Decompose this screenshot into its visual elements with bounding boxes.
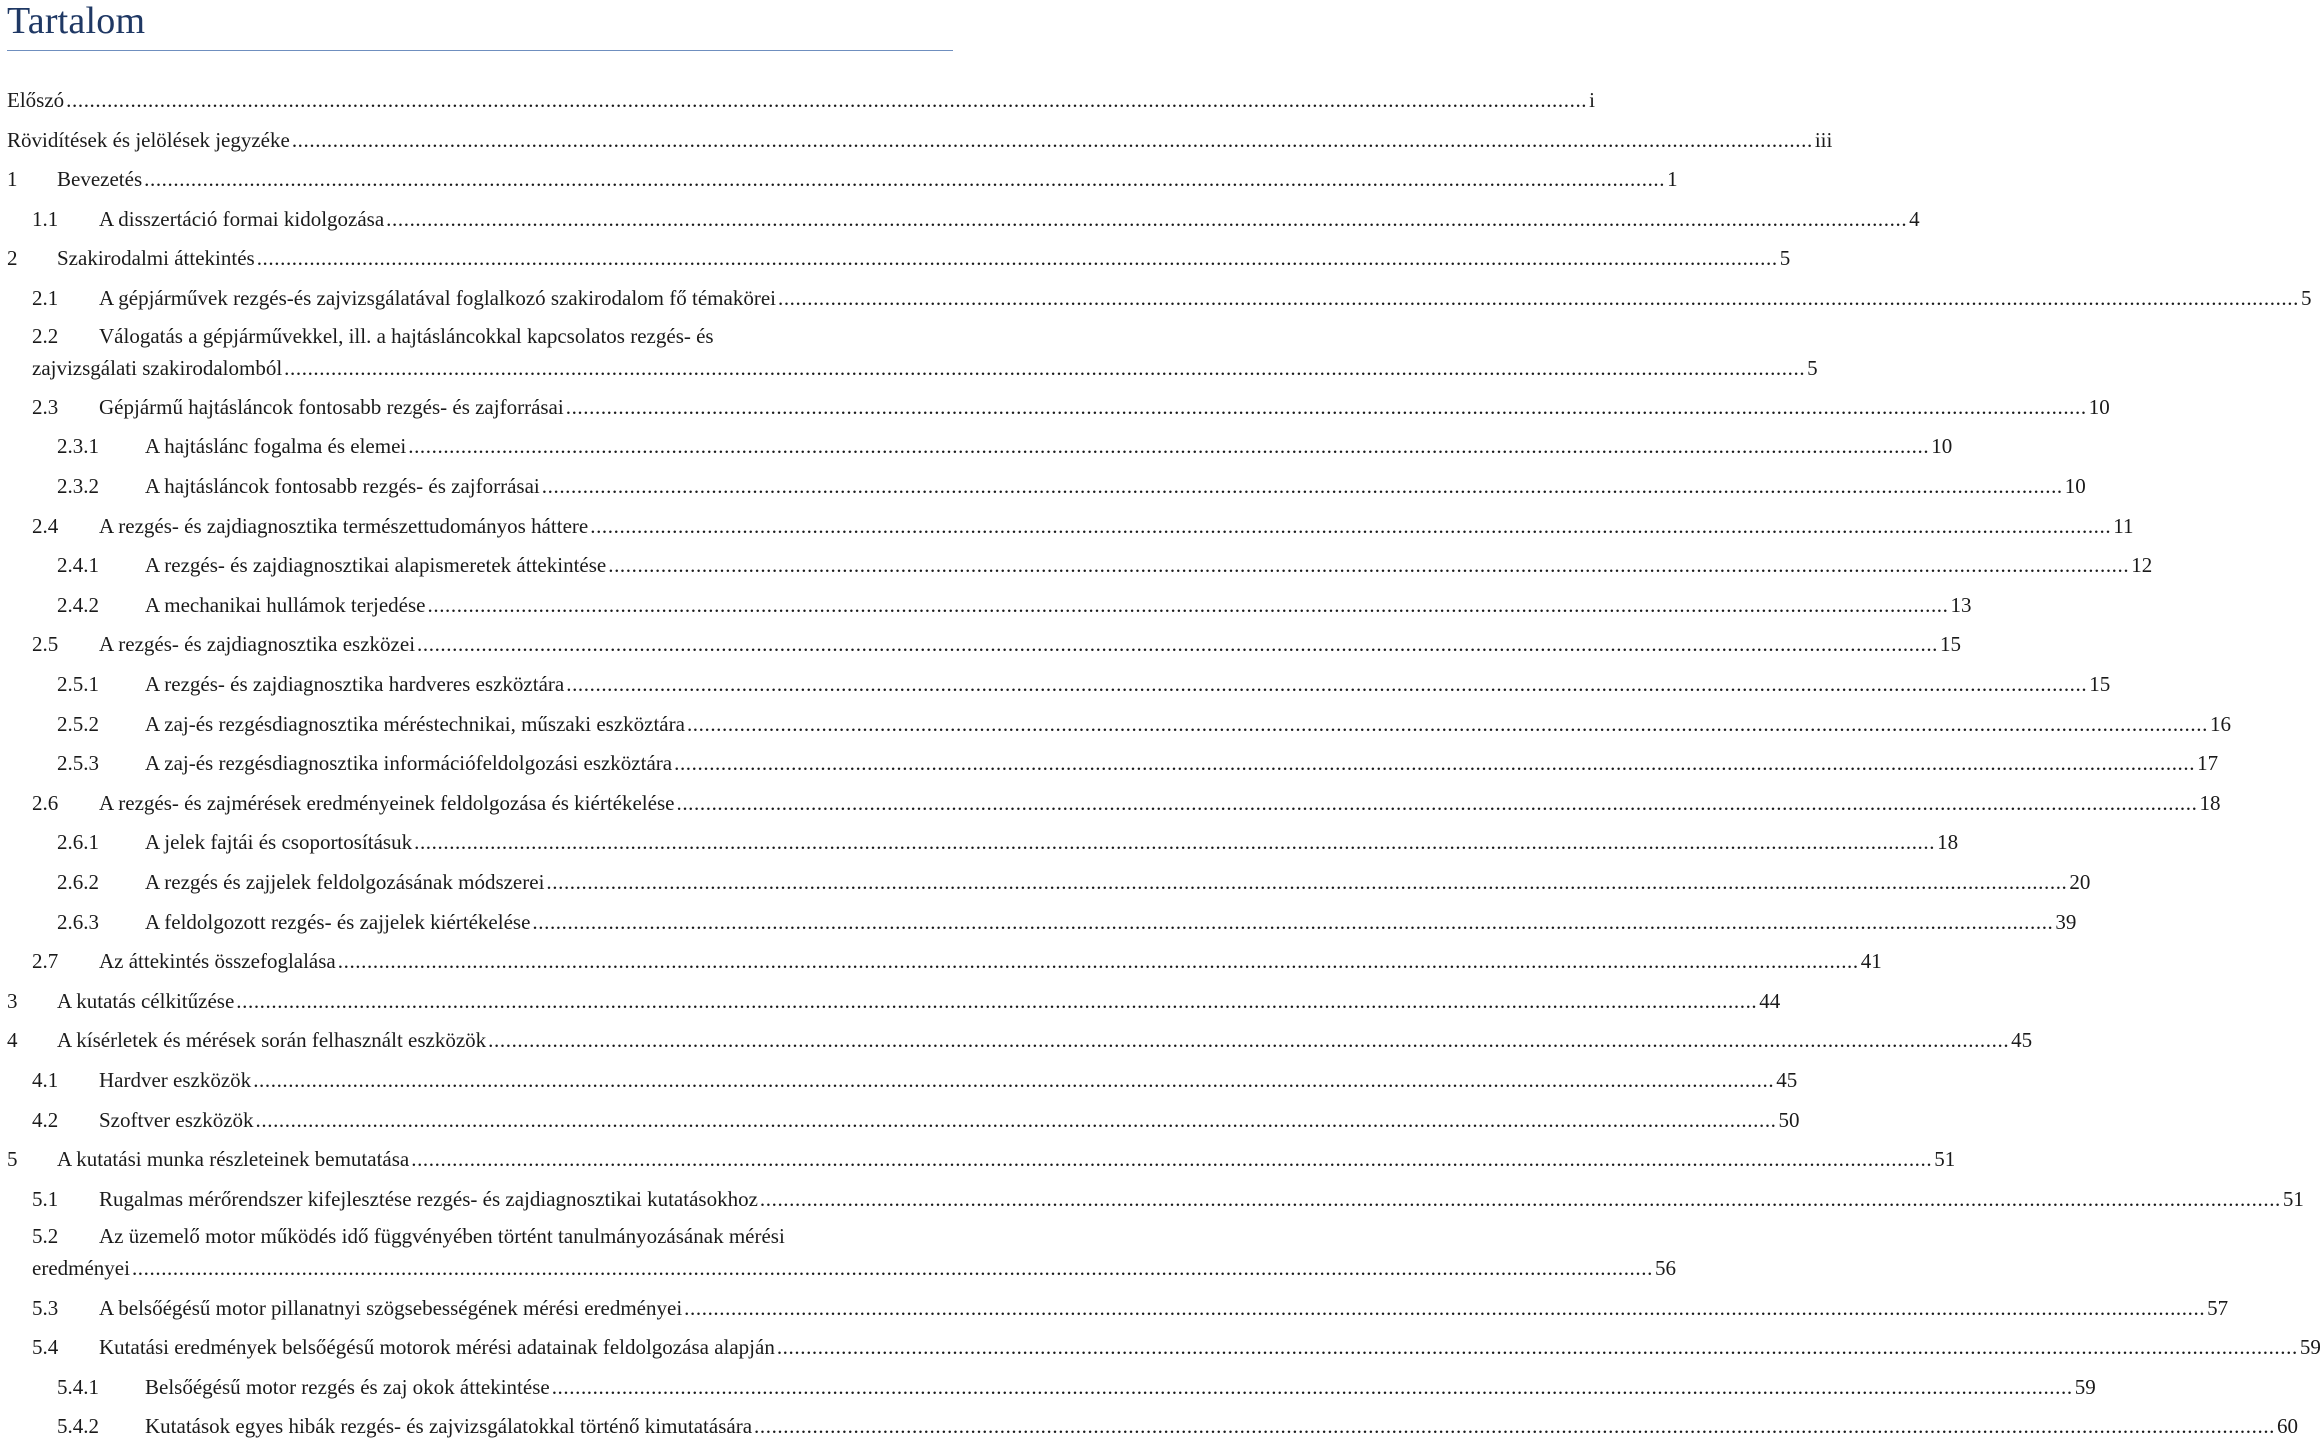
toc-entry[interactable]	[0, 390, 2110, 424]
toc-entry-number: 4.2	[32, 1107, 59, 1132]
toc-entry[interactable]	[0, 1103, 1800, 1137]
toc-entry-title[interactable]: Rövidítések és jelölések jegyzéke	[7, 127, 290, 152]
toc-page-number[interactable]: 41	[1860, 949, 1882, 974]
toc-entry[interactable]	[0, 1409, 2299, 1443]
toc-page-number[interactable]: 59	[2074, 1374, 2096, 1399]
toc-entry-number: 4.1	[32, 1068, 59, 1092]
toc-page-number[interactable]: 44	[1759, 988, 1781, 1013]
toc-entry-number: 2.4	[32, 513, 59, 538]
toc-entry[interactable]	[0, 707, 2231, 741]
dot-leader: ....................................................................................................................................................................................................................................................................	[532, 909, 2054, 934]
toc-page-number[interactable]: 5	[1807, 355, 1818, 380]
toc-entry[interactable]	[0, 1291, 2229, 1325]
dot-leader: ....................................................................................................................................................................................................................................................................	[488, 1028, 2010, 1053]
dot-leader: ....................................................................................................................................................................................................................................................................	[408, 434, 1930, 459]
dot-leader: ....................................................................................................................................................................................................................................................................	[386, 206, 1908, 231]
dot-leader: ....................................................................................................................................................................................................................................................................	[566, 672, 2088, 696]
toc-page-number[interactable]: 18	[2199, 790, 2221, 815]
dot-leader: ....................................................................................................................................................................................................................................................................	[686, 711, 2208, 736]
toc-entry-title[interactable]: Bevezetés	[57, 167, 143, 192]
toc-entry-number: 2.4.1	[57, 553, 99, 578]
dot-leader: ....................................................................................................................................................................................................................................................................	[66, 88, 1588, 112]
toc-entry[interactable]	[0, 905, 2077, 939]
toc-entry[interactable]	[0, 162, 1678, 196]
toc-entry-title[interactable]: Az üzemelő motor működés idő függvényében történt tanulmányozásának mérési	[99, 1224, 785, 1249]
toc-entry-title[interactable]: A jelek fajtái és csoportosításuk	[145, 830, 413, 855]
toc-entry-title[interactable]: A gépjárművek rezgés-és zajvizsgálatával foglalkozó szakirodalom fő témakörei	[99, 286, 776, 310]
dot-leader: ....................................................................................................................................................................................................................................................................	[236, 988, 1758, 1013]
toc-entry-number: 2.1	[32, 286, 59, 310]
toc-entry[interactable]	[0, 281, 2312, 315]
toc-entry-title[interactable]: Szakirodalmi áttekintés	[57, 246, 255, 271]
toc-entry[interactable]	[0, 1023, 2033, 1057]
toc-page-number[interactable]: 10	[1931, 434, 1953, 459]
toc-entry-title[interactable]: Belsőégésű motor rezgés és zaj okok áttekintése	[145, 1374, 550, 1399]
toc-entry-title[interactable]: A zaj-és rezgésdiagnosztika méréstechnikai, műszaki eszköztára	[145, 711, 685, 736]
toc-entry-number: 2.3	[32, 394, 59, 419]
dot-leader: ....................................................................................................................................................................................................................................................................	[337, 949, 1859, 974]
dot-leader: ....................................................................................................................................................................................................................................................................	[676, 790, 2198, 815]
toc-entry-number: 2.6.1	[57, 830, 99, 855]
toc-entry-title[interactable]: A hajtáslánc fogalma és elemei	[145, 434, 407, 459]
toc-page-number[interactable]: 51	[2282, 1186, 2304, 1211]
dot-leader: ....................................................................................................................................................................................................................................................................	[414, 830, 1936, 855]
toc-entry-number: 2.5.3	[57, 751, 99, 776]
toc-page-number[interactable]: 59	[2299, 1335, 2321, 1360]
toc-entry[interactable]	[0, 865, 2091, 899]
page-title: Tartalom	[7, 0, 146, 42]
toc-page-number[interactable]: 12	[2131, 553, 2153, 578]
toc-entry[interactable]	[0, 588, 1972, 622]
toc-page-number[interactable]: 10	[2088, 394, 2110, 419]
toc-entry-title[interactable]: A hajtásláncok fontosabb rezgés- és zajforrásai	[145, 474, 540, 498]
toc-entry-number: 5.4.2	[57, 1414, 99, 1439]
toc-entry-title[interactable]: A zaj-és rezgésdiagnosztika információfeldolgozási eszköztára	[145, 751, 673, 776]
dot-leader: ....................................................................................................................................................................................................................................................................	[291, 127, 1813, 152]
toc-entry-number: 5.1	[32, 1186, 59, 1211]
toc-page-number[interactable]: 17	[2197, 751, 2219, 776]
toc-entry-title-continued[interactable]: zajvizsgálati szakirodalomból	[32, 355, 283, 380]
toc-entry-title[interactable]: Hardver eszközök	[99, 1068, 252, 1092]
toc-entry[interactable]	[0, 321, 1818, 385]
toc-entry[interactable]	[0, 469, 2086, 503]
toc-entry-title[interactable]: A rezgés- és zajdiagnosztikai alapismeretek áttekintése	[145, 553, 607, 578]
toc-entry-title[interactable]: A kísérletek és mérések során felhasznált eszközök	[57, 1028, 487, 1053]
toc-page-number[interactable]: 18	[1937, 830, 1959, 855]
toc-entry[interactable]	[0, 83, 1595, 117]
toc-entry-title[interactable]: A feldolgozott rezgés- és zajjelek kiértékelése	[145, 909, 531, 934]
toc-entry[interactable]	[0, 1142, 1956, 1176]
toc-entry-number: 2.6	[32, 790, 59, 815]
toc-page-number[interactable]: 10	[2064, 474, 2086, 498]
toc-entry-number: 2.6.3	[57, 909, 99, 934]
toc-page-number[interactable]: 60	[2277, 1414, 2299, 1439]
toc-entry[interactable]	[0, 1370, 2096, 1404]
toc-entry-title[interactable]: Válogatás a gépjárművekkel, ill. a hajtásláncokkal kapcsolatos rezgés- és	[99, 323, 714, 348]
toc-entry-number: 2.5.2	[57, 711, 99, 736]
toc-entry-number: 2	[7, 246, 18, 271]
toc-entry-title[interactable]: A disszertáció formai kidolgozása	[99, 206, 385, 231]
toc-page-number[interactable]: 57	[2207, 1295, 2229, 1320]
toc-entry[interactable]	[0, 1221, 1676, 1285]
toc-entry[interactable]	[0, 786, 2221, 820]
toc-entry[interactable]	[0, 509, 2134, 543]
dot-leader: ....................................................................................................................................................................................................................................................................	[546, 870, 2068, 894]
dot-leader: ....................................................................................................................................................................................................................................................................	[256, 246, 1778, 271]
toc-entry-title[interactable]: Az áttekintés összefoglalása	[99, 949, 336, 974]
toc-entry[interactable]	[0, 984, 1781, 1018]
toc-page-number[interactable]: i	[1589, 88, 1595, 112]
toc-entry[interactable]	[0, 1330, 2321, 1364]
toc-entry-number: 2.3.1	[57, 434, 99, 459]
toc-page-number[interactable]: 5	[2300, 286, 2312, 310]
toc-entry[interactable]	[0, 627, 1962, 661]
toc-entry[interactable]	[0, 123, 1833, 157]
toc-entry-title-continued[interactable]: eredményei	[32, 1256, 130, 1281]
toc-page-number[interactable]: 11	[2113, 513, 2134, 538]
dot-leader: ....................................................................................................................................................................................................................................................................	[144, 167, 1666, 192]
dot-leader: ....................................................................................................................................................................................................................................................................	[411, 1147, 1933, 1172]
toc-entry-title[interactable]: A rezgés- és zajdiagnosztika hardveres eszköztára	[145, 672, 565, 696]
toc-entry-title[interactable]: A rezgés- és zajdiagnosztika eszközei	[99, 632, 416, 657]
toc-page-number[interactable]: 45	[2011, 1028, 2033, 1053]
dot-leader: ....................................................................................................................................................................................................................................................................	[255, 1107, 1777, 1132]
toc-entry-number: 1.1	[32, 206, 59, 231]
toc-page-number[interactable]: 15	[2089, 672, 2111, 696]
title-divider	[7, 50, 953, 51]
dot-leader: ....................................................................................................................................................................................................................................................................	[759, 1186, 2281, 1211]
toc-page-number[interactable]: iii	[1814, 127, 1833, 152]
dot-leader: ....................................................................................................................................................................................................................................................................	[777, 286, 2299, 310]
toc-entry-title[interactable]: Kutatások egyes hibák rezgés- és zajvizsgálatokkal történő kimutatására	[145, 1414, 753, 1439]
toc-entry-number: 3	[7, 988, 18, 1013]
toc-page-number[interactable]: 45	[1776, 1068, 1798, 1092]
toc-entry-number: 5.4	[32, 1335, 59, 1360]
toc-entry-number: 2.7	[32, 949, 59, 974]
toc-entry-number: 5.4.1	[57, 1374, 99, 1399]
toc-entry-number: 2.4.2	[57, 592, 99, 617]
dot-leader: ....................................................................................................................................................................................................................................................................	[674, 751, 2196, 776]
dot-leader: ....................................................................................................................................................................................................................................................................	[754, 1414, 2276, 1439]
toc-entry-title[interactable]: Rugalmas mérőrendszer kifejlesztése rezgés- és zajdiagnosztikai kutatásokhoz	[99, 1186, 758, 1211]
toc-entry[interactable]	[0, 241, 1791, 275]
toc-entry-title[interactable]: A rezgés és zajjelek feldolgozásának módszerei	[145, 870, 545, 894]
toc-entry[interactable]	[0, 429, 1953, 463]
dot-leader: ....................................................................................................................................................................................................................................................................	[253, 1068, 1775, 1092]
toc-entry-title[interactable]: A belsőégésű motor pillanatnyi szögsebességének mérési eredményei	[99, 1295, 683, 1320]
toc-entry[interactable]	[0, 1182, 2304, 1216]
toc-entry-number: 2.3.2	[57, 474, 99, 498]
toc-page-number[interactable]: 1	[1667, 167, 1678, 192]
toc-entry[interactable]	[0, 1063, 1798, 1097]
toc-entry-number: 5.3	[32, 1295, 59, 1320]
toc-page-number[interactable]: 20	[2069, 870, 2091, 894]
toc-entry[interactable]	[0, 667, 2111, 701]
toc-entry-number: 5.2	[32, 1224, 59, 1249]
toc-page-number[interactable]: 51	[1934, 1147, 1956, 1172]
toc-entry-title[interactable]: A mechanikai hullámok terjedése	[145, 592, 426, 617]
toc-entry-title[interactable]: A kutatás célkitűzése	[57, 988, 235, 1013]
toc-page-number[interactable]: 15	[1940, 632, 1962, 657]
toc-entry-title[interactable]: A rezgés- és zajmérések eredményeinek feldolgozása és kiértékelése	[99, 790, 675, 815]
toc-entry[interactable]	[0, 746, 2219, 780]
toc-entry-number: 2.5	[32, 632, 59, 657]
dot-leader: ....................................................................................................................................................................................................................................................................	[608, 553, 2130, 578]
toc-entry-number: 1	[7, 167, 18, 192]
toc-page-number[interactable]: 4	[1909, 206, 1920, 231]
toc-page-number[interactable]: 50	[1778, 1107, 1800, 1132]
toc-entry-title[interactable]: Előszó	[7, 88, 65, 112]
toc-entry-title[interactable]: A kutatási munka részleteinek bemutatása	[57, 1147, 410, 1172]
toc-entry-number: 2.5.1	[57, 672, 99, 696]
dot-leader: ....................................................................................................................................................................................................................................................................	[417, 632, 1939, 657]
toc-page-number[interactable]: 13	[1950, 592, 1972, 617]
toc-entry[interactable]	[0, 825, 1959, 859]
toc-entry-title[interactable]: Kutatási eredmények belsőégésű motorok mérési adatainak feldolgozása alapján	[99, 1335, 775, 1360]
toc-entry-number: 4	[7, 1028, 18, 1053]
toc-entry-number: 2.6.2	[57, 870, 99, 894]
toc-entry-title[interactable]: A rezgés- és zajdiagnosztika természettudományos háttere	[99, 513, 589, 538]
toc-page-number[interactable]: 56	[1654, 1256, 1676, 1281]
toc-page-number[interactable]: 39	[2055, 909, 2077, 934]
dot-leader: ....................................................................................................................................................................................................................................................................	[541, 474, 2063, 498]
toc-entry-number: 2.2	[32, 323, 59, 348]
dot-leader: ....................................................................................................................................................................................................................................................................	[427, 592, 1949, 617]
toc-entry[interactable]	[0, 944, 1882, 978]
toc-entry-number: 5	[7, 1147, 18, 1172]
toc-entry-title[interactable]: Gépjármű hajtásláncok fontosabb rezgés- és zajforrásai	[99, 394, 564, 419]
dot-leader: ....................................................................................................................................................................................................................................................................	[551, 1374, 2073, 1399]
toc-page-number[interactable]: 5	[1779, 246, 1791, 271]
toc-page-number[interactable]: 16	[2209, 711, 2231, 736]
dot-leader: ....................................................................................................................................................................................................................................................................	[565, 394, 2087, 419]
toc-entry-title[interactable]: Szoftver eszközök	[99, 1107, 254, 1132]
dot-leader: ....................................................................................................................................................................................................................................................................	[590, 513, 2112, 538]
dot-leader: ....................................................................................................................................................................................................................................................................	[131, 1256, 1653, 1281]
toc-entry[interactable]	[0, 202, 1920, 236]
dot-leader: ....................................................................................................................................................................................................................................................................	[776, 1335, 2298, 1360]
dot-leader: ....................................................................................................................................................................................................................................................................	[684, 1295, 2206, 1320]
dot-leader: ....................................................................................................................................................................................................................................................................	[284, 355, 1806, 380]
toc-entry[interactable]	[0, 548, 2153, 582]
